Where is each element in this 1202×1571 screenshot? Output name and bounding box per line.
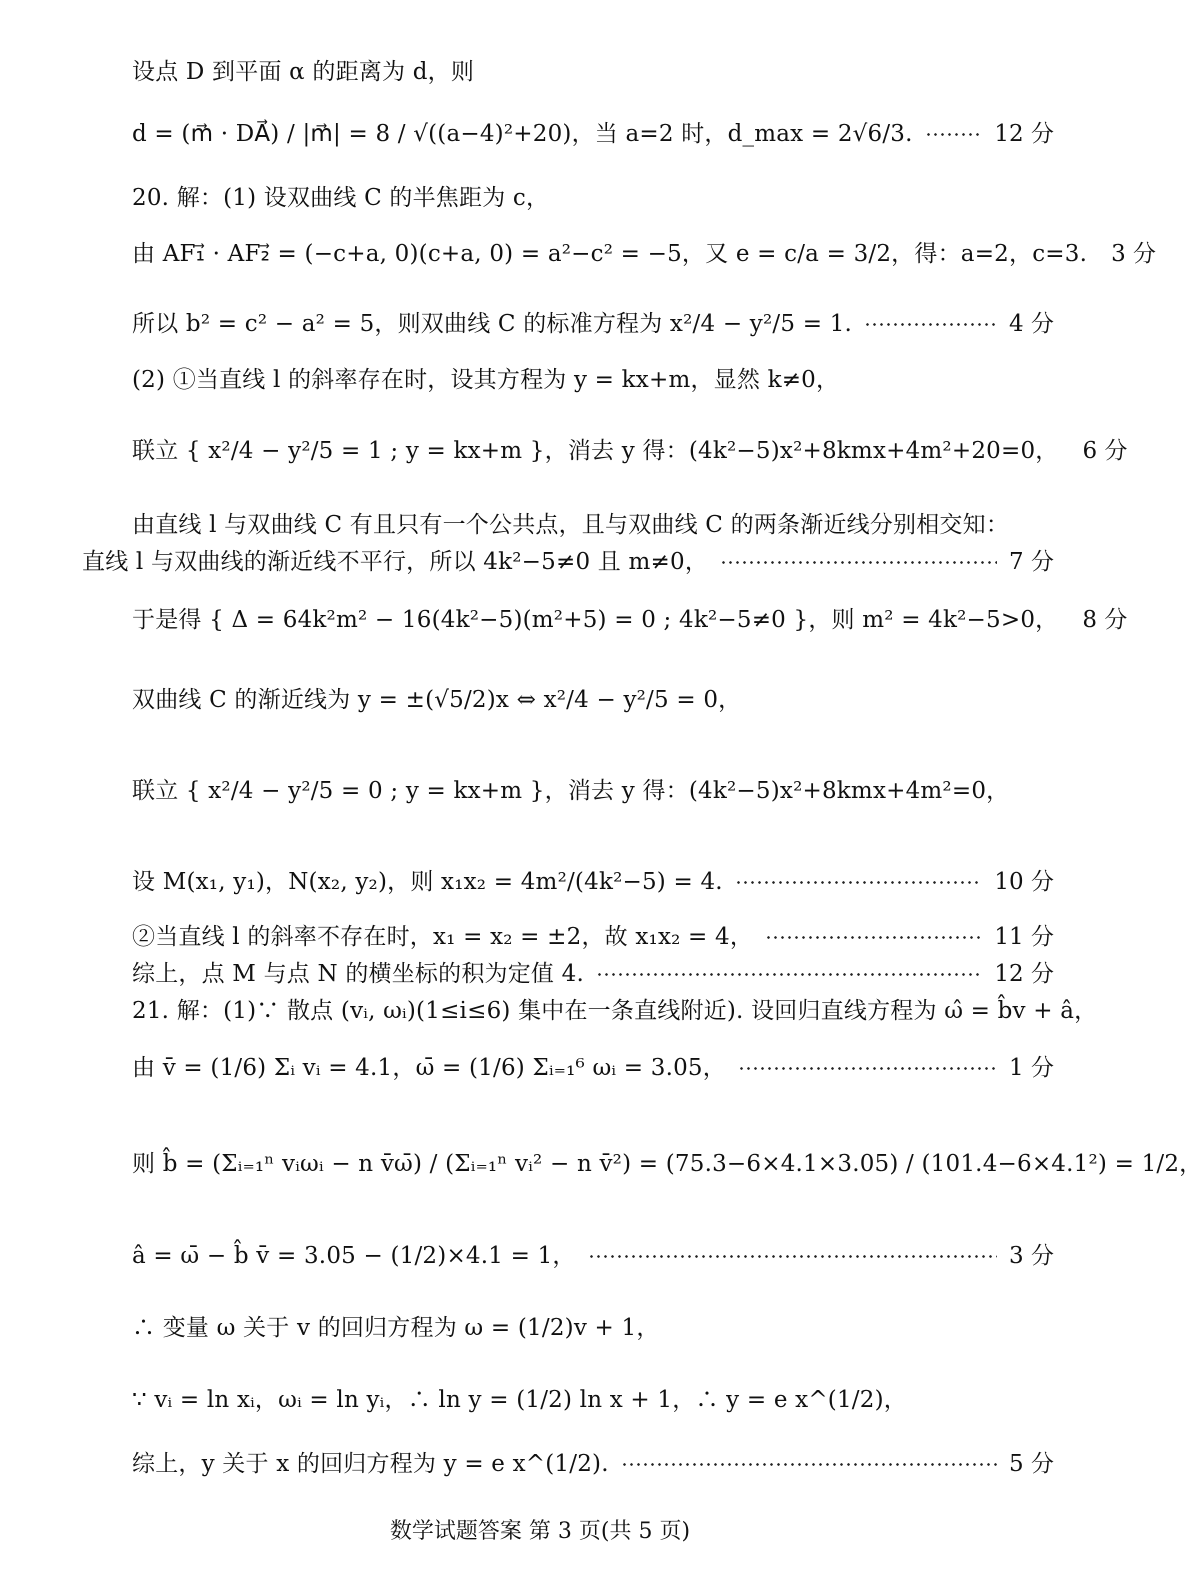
solution-line: [132, 52, 1054, 86]
leader-dots: [735, 881, 983, 884]
line-text: d = (m⃗ · DA⃗) / |m⃗| = 8 / √((a−4)²+20)，当 a=2 时，d_max = 2√6/3.: [132, 120, 913, 147]
line-text: 联立 { x²/4 − y²/5 = 1 ; y = kx+m }，消去 y 得：(4k²−5)x²+8kmx+4m²+20=0，: [132, 437, 1059, 464]
solution-line: [82, 542, 1054, 576]
solution-line: [132, 662, 1054, 732]
line-text: 则 b̂ = (Σᵢ₌₁ⁿ vᵢωᵢ − n v̄ω̄) / (Σᵢ₌₁ⁿ vᵢ² − n v̄²) = (75.3−6×4.1×3.05) / (101.4−6×4.1²) = 1/2，: [132, 1150, 1202, 1177]
line-text: (2) ①当直线 l 的斜率存在时，设其方程为 y = kx+m，显然 k≠0，: [132, 366, 840, 393]
solution-line: [132, 400, 1128, 496]
line-text: ∵ vᵢ = ln xᵢ，ωᵢ = ln yᵢ，∴ ln y = (1/2) ln x + 1，∴ y = e x^(1/2)，: [132, 1386, 907, 1413]
score-label: 6 分: [1082, 437, 1128, 464]
solution-line: [132, 1362, 1054, 1432]
line-text: 综上，y 关于 x 的回归方程为 y = e x^(1/2).: [132, 1450, 609, 1477]
score-label: 3 分: [1009, 1242, 1054, 1269]
score-label: 10 分: [994, 868, 1054, 895]
score-label: 3 分: [1111, 240, 1157, 267]
solution-line: [132, 286, 1054, 356]
solution-line: [132, 216, 1157, 286]
score-label: 11 分: [994, 923, 1054, 950]
line-text: 由直线 l 与双曲线 C 有且只有一个公共点，且与双曲线 C 的两条渐近线分别相交知：: [132, 511, 1010, 538]
solution-line: [132, 96, 1054, 166]
leader-dots: [596, 973, 982, 976]
leader-dots: [588, 1255, 997, 1258]
line-text: 联立 { x²/4 − y²/5 = 0 ; y = kx+m }，消去 y 得：(4k²−5)x²+8kmx+4m²=0，: [132, 777, 1010, 804]
score-label: 7 分: [1009, 548, 1054, 575]
solution-line: [132, 178, 1054, 212]
line-text: â = ω̄ − b̂ v̄ = 3.05 − (1/2)×4.1 = 1，: [132, 1242, 576, 1269]
line-text: 直线 l 与双曲线的渐近线不平行，所以 4k²−5≠0 且 m≠0，: [82, 548, 709, 575]
score-label: 5 分: [1009, 1450, 1054, 1477]
score-label: 4 分: [1009, 310, 1054, 337]
line-text: 设点 D 到平面 α 的距离为 d，则: [132, 58, 475, 85]
line-text: 双曲线 C 的渐近线为 y = ±(√5/2)x ⇔ x²/4 − y²/5 = 0，: [132, 686, 742, 713]
solution-line: [132, 582, 1128, 652]
line-text: 所以 b² = c² − a² = 5，则双曲线 C 的标准方程为 x²/4 − y²/5 = 1.: [132, 310, 853, 337]
leader-dots: [720, 561, 997, 564]
score-label: 12 分: [994, 960, 1054, 987]
line-text: 设 M(x₁, y₁)，N(x₂, y₂)，则 x₁x₂ = 4m²/(4k²−5) = 4.: [132, 868, 723, 895]
solution-line: [132, 844, 1054, 914]
line-text: 综上，点 M 与点 N 的横坐标的积为定值 4.: [132, 960, 584, 987]
solution-line: [132, 1426, 1054, 1496]
page-footer: 数学试题答案 第 3 页(共 5 页): [389, 1519, 691, 1544]
leader-dots: [738, 1067, 997, 1070]
score-label: 12 分: [994, 120, 1054, 147]
solution-line: [132, 991, 1098, 1025]
line-text: ②当直线 l 的斜率不存在时，x₁ = x₂ = ±2，故 x₁x₂ = 4，: [132, 923, 754, 950]
solution-line: [132, 1106, 1202, 1216]
leader-dots: [621, 1463, 997, 1466]
score-label: 1 分: [1009, 1054, 1054, 1081]
line-text: ∴ 变量 ω 关于 v 的回归方程为 ω = (1/2)v + 1，: [132, 1314, 660, 1341]
solution-line: [132, 1030, 1054, 1100]
solution-line: [132, 740, 1054, 836]
line-text: 于是得 { Δ = 64k²m² − 16(4k²−5)(m²+5) = 0 ; 4k²−5≠0 }，则 m² = 4k²−5>0，: [132, 606, 1059, 633]
solution-line: [132, 1218, 1054, 1288]
line-text: 20. 解：(1) 设双曲线 C 的半焦距为 c，: [132, 184, 550, 211]
solution-line: [132, 954, 1054, 988]
solution-line: [132, 1290, 1054, 1360]
leader-dots: [925, 133, 983, 136]
leader-dots: [864, 323, 997, 326]
score-label: 8 分: [1082, 606, 1128, 633]
solution-line: [132, 505, 1054, 539]
solution-line: [132, 360, 1054, 394]
line-text: 由 AF₁⃗ · AF₂⃗ = (−c+a, 0)(c+a, 0) = a²−c² = −5，又 e = c/a = 3/2，得：a=2，c=3.: [132, 240, 1088, 267]
leader-dots: [765, 936, 982, 939]
solution-line: [132, 917, 1054, 951]
line-text: 由 v̄ = (1/6) Σᵢ vᵢ = 4.1，ω̄ = (1/6) Σᵢ₌₁⁶ ωᵢ = 3.05，: [132, 1054, 726, 1081]
line-text: 21. 解：(1)∵ 散点 (vᵢ, ωᵢ)(1≤i≤6) 集中在一条直线附近). 设回归直线方程为 ω̂ = b̂v + â，: [132, 997, 1098, 1024]
